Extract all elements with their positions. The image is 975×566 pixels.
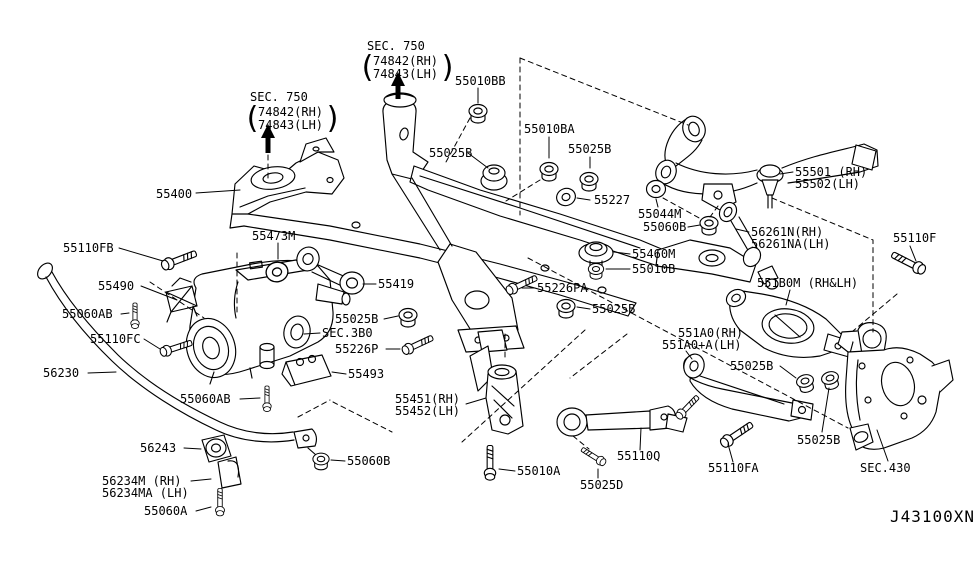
- label-55010b: 55010B: [632, 262, 676, 276]
- label-sec750-a: SEC. 750: [250, 90, 308, 104]
- nut-55025b-arm-a: [795, 373, 816, 394]
- label-56234ma: 56234MA (LH): [102, 486, 189, 500]
- label-sec750-b-rh: 74842(RH): [373, 54, 439, 68]
- label-55010bb: 55010BB: [455, 74, 506, 88]
- label-55400: 55400: [156, 187, 193, 201]
- label-55452: 55452(LH): [395, 404, 461, 418]
- label-55501: 55501 (RH): [795, 165, 868, 179]
- paren-close: ): [324, 101, 343, 136]
- label-55060ab-2: 55060AB: [180, 392, 231, 406]
- clamp-56243-drawing: [202, 435, 231, 462]
- label-55419: 55419: [378, 277, 415, 291]
- label-55010ba: 55010BA: [524, 122, 575, 136]
- nut-55025b-arm-b: [820, 370, 841, 391]
- nut-55025b-pa: [557, 300, 575, 319]
- label-55110fc: 55110FC: [90, 332, 141, 346]
- label-55110fa: 55110FA: [708, 461, 759, 475]
- seat-55460m-drawing: [579, 242, 613, 266]
- paren-open: (: [243, 101, 262, 136]
- label-55025b-mid: 55025B: [335, 312, 379, 326]
- label-56243: 56243: [140, 441, 177, 455]
- label-55060b-bottom: 55060B: [347, 454, 391, 468]
- label-55060a: 55060A: [144, 504, 188, 518]
- nut-55010bb: [469, 105, 487, 124]
- label-sec750-b-lh: 74843(LH): [373, 67, 439, 81]
- label-55025d: 55025D: [580, 478, 624, 492]
- bolt-551a0-pivot: [674, 393, 701, 421]
- knuckle-drawing: [838, 323, 953, 450]
- label-55227: 55227: [594, 193, 631, 207]
- label-551a0a: 551A0+A(LH): [662, 338, 742, 352]
- label-55460m: 55460M: [632, 247, 676, 261]
- bolt-55226p: [400, 333, 434, 357]
- label-55110fb: 55110FB: [63, 241, 114, 255]
- link-55110q-drawing: [557, 406, 687, 436]
- insulator-55493-drawing: [282, 355, 331, 386]
- bushing-55025b-top-drawing: [481, 165, 507, 190]
- label-55110f: 55110F: [893, 231, 937, 245]
- bolt-55060a: [216, 489, 225, 516]
- part-labels: [43, 39, 975, 526]
- bolt-55060ab-1: [131, 303, 139, 329]
- label-55490: 55490: [98, 279, 135, 293]
- label-55025b-pa: 55025B: [592, 302, 636, 316]
- bolt-55110fb: [160, 248, 198, 272]
- label-sec750-b: SEC. 750: [367, 39, 425, 53]
- bolt-55060ab-2: [263, 386, 271, 412]
- label-55025b-2: 55025B: [568, 142, 612, 156]
- label-551b0m: 551B0M (RH&LH): [757, 276, 859, 290]
- washer-55227: [554, 186, 578, 208]
- label-56230: 56230: [43, 366, 80, 380]
- label-55226pa: 55226PA: [537, 281, 588, 295]
- label-55025b-arm: 55025B: [730, 359, 774, 373]
- label-sec430: SEC.430: [860, 461, 911, 475]
- nut-55060b-top: [700, 217, 718, 236]
- label-56261n: 56261N(RH): [751, 225, 824, 239]
- nut-55060b-bottom: [313, 453, 329, 470]
- diagram-code: J43100XN: [890, 507, 975, 526]
- bolt-55025d: [580, 445, 608, 467]
- label-55044m: 55044M: [638, 207, 682, 221]
- paren-open: (: [358, 50, 377, 85]
- nut-55025b-2: [580, 173, 598, 192]
- label-55493: 55493: [348, 367, 385, 381]
- washer-55044m: [647, 181, 666, 198]
- label-55110q: 55110Q: [617, 449, 661, 463]
- bolt-55010a: [484, 446, 495, 481]
- label-55226p: 55226P: [335, 342, 379, 356]
- label-55451: 55451(RH): [395, 392, 461, 406]
- bolt-55226pa: [504, 273, 538, 297]
- nut-55010b: [588, 263, 603, 279]
- label-55060b-top: 55060B: [643, 220, 687, 234]
- label-55025b-1: 55025B: [429, 146, 473, 160]
- label-55502: 55502(LH): [795, 177, 861, 191]
- bracket-56234m-drawing: [218, 457, 241, 488]
- label-56234m: 56234M (RH): [102, 474, 182, 488]
- label-sec750-a-lh: 74843(LH): [258, 118, 324, 132]
- bolt-55110f: [890, 249, 928, 276]
- nut-55025b-mid: [399, 309, 417, 328]
- label-sec3b0: SEC.3B0: [322, 326, 373, 340]
- label-56261na: 56261NA(LH): [751, 237, 831, 251]
- paren-close: ): [439, 50, 458, 85]
- label-551a0: 551A0(RH): [678, 326, 744, 340]
- label-55060ab-1: 55060AB: [62, 307, 113, 321]
- label-55473m: 55473M: [252, 229, 296, 243]
- bolt-55110fa: [718, 419, 755, 449]
- label-55010a: 55010A: [517, 464, 561, 478]
- label-sec750-a-rh: 74842(RH): [258, 105, 324, 119]
- nut-55010ba: [540, 163, 558, 182]
- upper-control-arm-drawing: [652, 113, 878, 210]
- label-55025b-knuckle: 55025B: [797, 433, 841, 447]
